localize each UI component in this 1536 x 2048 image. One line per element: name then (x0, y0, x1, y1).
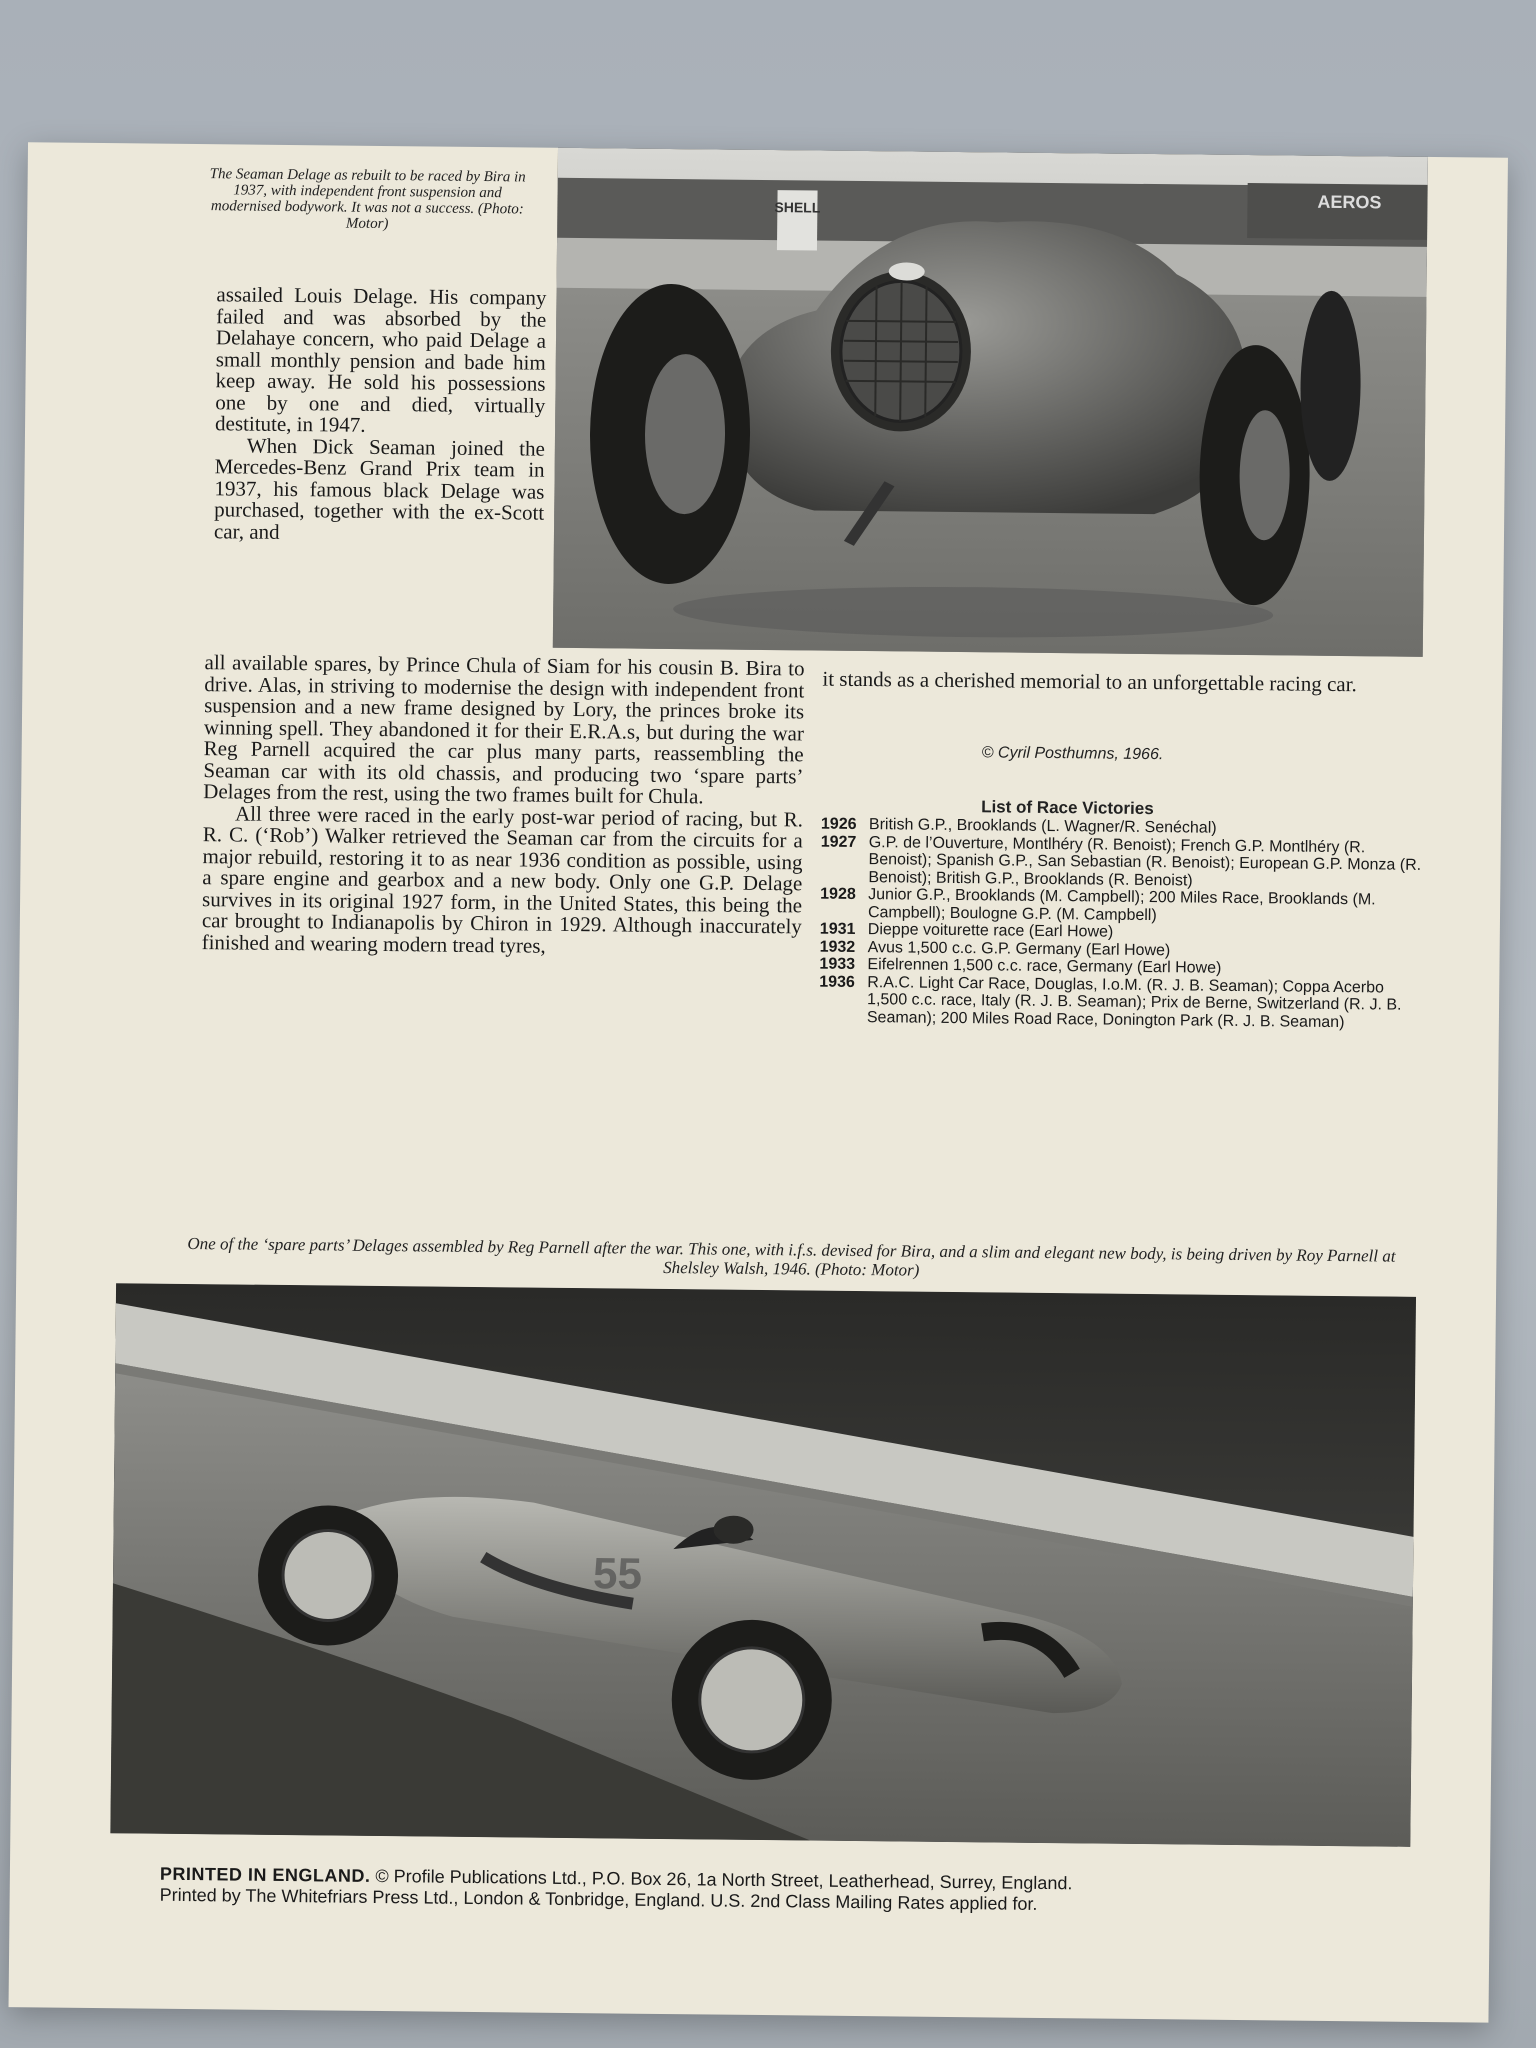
victory-year: 1926 (820, 815, 857, 833)
victory-text: Junior G.P., Brooklands (M. Campbell); 200 Miles Race, Brooklands (M. Campbell); Boulogne G.P. (M. Campbell) (867, 886, 1376, 924)
top-car-photo (553, 148, 1428, 657)
article-column-lower (202, 652, 805, 959)
svg-text:55: 55 (592, 1549, 643, 1599)
victory-text: Avus 1,500 c.c. G.P. Germany (Earl Howe) (867, 938, 1171, 959)
victory-text: Dieppe voiturette race (Earl Howe) (867, 921, 1114, 941)
victories-list-title: List of Race Victories (981, 797, 1154, 819)
article-column-right (822, 666, 1422, 697)
publisher-address: © Profile Publications Ltd., P.O. Box 26, 1a North Street, Leatherhead, Surrey, England. (375, 1865, 1073, 1894)
article-paragraph: All three were raced in the early post-war period of racing, but R. R. C. (‘Rob’) Walker retrieved the Seaman car from the circuits for a major rebuild, restoring it to as near 1936 condition as possible, using a spare engine and gearbox and a new body. Only one G.P. Delage survives in its original 1927 form, in the United States, this being the car brought to Indianapolis by Chiron in 1929. Although inaccurately finished and wearing modern tread tyres, (201, 800, 804, 958)
victory-year: 1936 (819, 973, 855, 991)
victory-year: 1927 (820, 833, 857, 851)
article-paragraph: assailed Louis Delage. His company failed and was absorbed by the Delahaye concern, who paid Delage a small monthly pension and bade him keep away. He sold his possessions one by one and died, virtually destitute, in 1947. (214, 282, 547, 437)
victory-year: 1931 (819, 920, 856, 938)
victory-text: British G.P., Brooklands (L. Wagner/R. Senéchal) (868, 816, 1217, 837)
victory-text: Eifelrennen 1,500 c.c. race, Germany (Earl Howe) (867, 956, 1222, 977)
victory-year: 1928 (820, 885, 856, 903)
top-photo-caption: The Seaman Delage as rebuilt to be raced by Bira in 1937, with independent front suspension and modernised bodywork. It was not a success. (Photo: Motor) (209, 166, 526, 233)
victory-year: 1933 (819, 955, 856, 973)
race-victories-list (819, 816, 1426, 1032)
article-column-upper (214, 284, 547, 545)
article-paragraph: it stands as a cherished memorial to an unforgettable racing car. (822, 666, 1357, 697)
author-credit: © Cyril Posthumns, 1966. (981, 744, 1164, 764)
delage-shelsley-walsh-image (110, 1283, 1416, 1847)
victory-year: 1932 (819, 938, 856, 956)
bottom-photo-caption: One of the ‘spare parts’ Delages assembled by Reg Parnell after the war. This one, with i.f.s. devised for Bira, and a slim and elegant new body, is being driven by Roy Parnell at Shelsley Walsh, 1946. (Photo: Motor) (187, 1233, 1396, 1280)
victory-row (820, 833, 1426, 892)
publication-footer (160, 1864, 1410, 1919)
footer-line-2: Printed by The Whitefriars Press Ltd., London & Tonbridge, England. U.S. 2nd Class Mailing Rates applied for. (159, 1884, 1038, 1914)
bottom-car-photo (110, 1283, 1416, 1847)
delage-front-view-image (553, 148, 1428, 657)
shell-sign-text: SHELL (774, 199, 821, 216)
aero-sign-text: AEROS (1317, 191, 1382, 213)
printed-in-label: PRINTED IN ENGLAND. (159, 1863, 371, 1886)
victory-text: R.A.C. Light Car Race, Douglas, I.o.M. (R. J. B. Seaman); Coppa Acerbo 1,500 c.c. race, Italy (R. J. B. Seaman); Prix de Berne, Switzerland (R. J. B. Seaman); 200 Miles Road Race, Donington Park (R. J. B. Seaman) (866, 973, 1402, 1031)
magazine-page (9, 142, 1508, 2022)
victory-row (819, 973, 1425, 1032)
victory-text: G.P. de l’Ouverture, Montlhéry (R. Benoist); French G.P. Montlhéry (R. Benoist); Spanish G.P., San Sebastian (R. Benoist); European G.P. Monza (R. Benoist); British G.P., Brooklands (R. Benoist) (868, 833, 1422, 889)
article-paragraph: all available spares, by Prince Chula of Siam for his cousin B. Bira to drive. Alas, in striving to modernise the design with independent front suspension and a new frame designed by Lory, the princes broke its winning spell. They abandoned it for their E.R.A.s, but during the war Reg Parnell acquired the car plus many parts, reassembling the Seaman car with its old chassis, and producing two ‘spare parts’ Delages from the rest, using the two frames built for Chula. (203, 650, 805, 809)
article-paragraph: When Dick Seaman joined the Mercedes-Benz Grand Prix team in 1937, his famous black Delage was purchased, together with the ex-Scott car, and (213, 433, 545, 544)
